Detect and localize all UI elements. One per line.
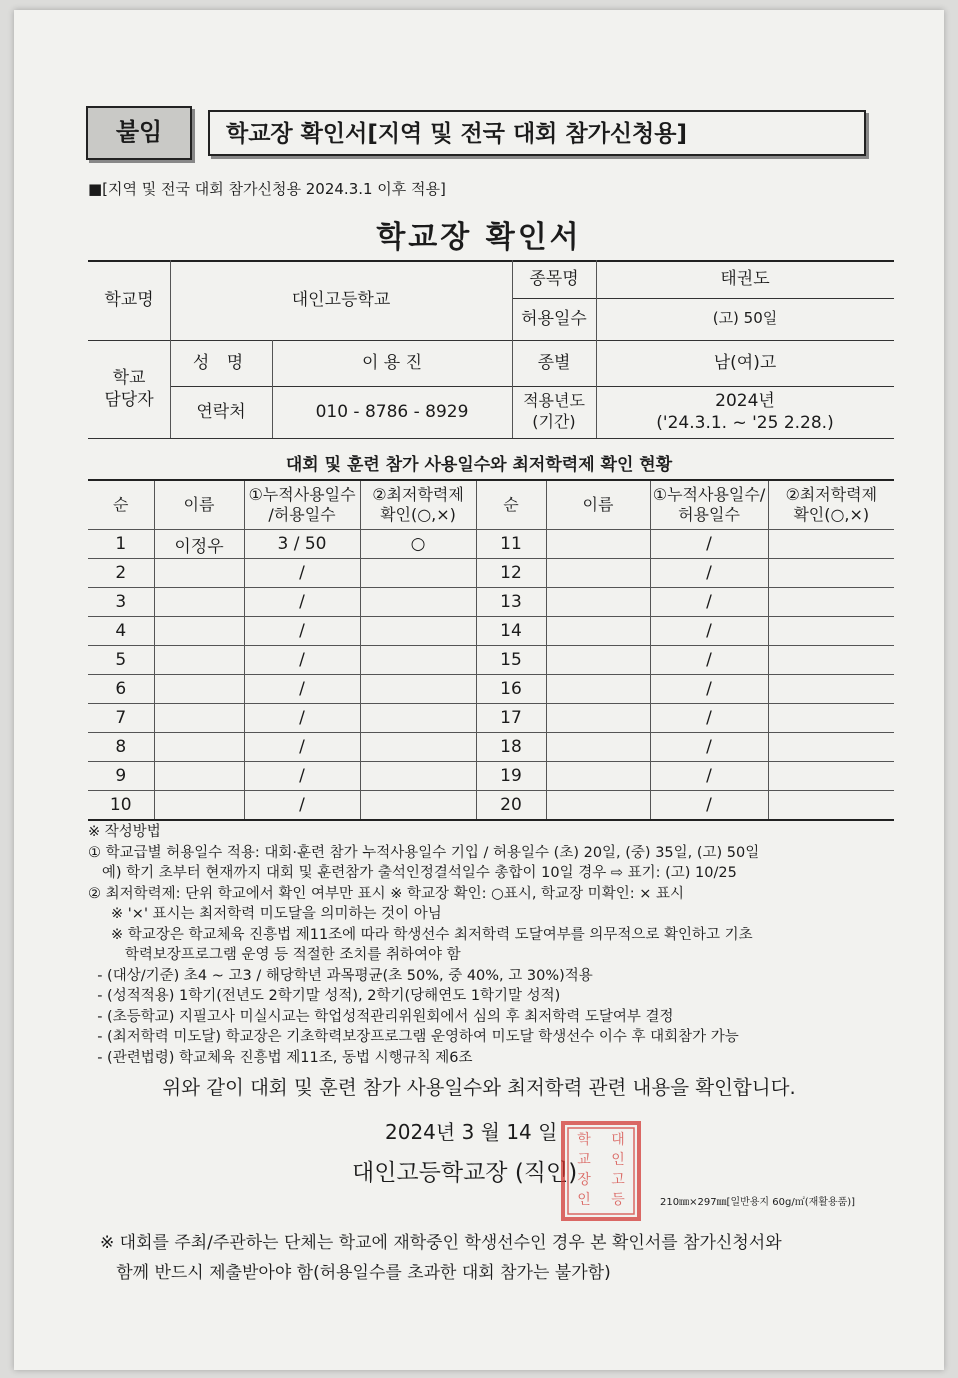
table-row	[88, 588, 894, 617]
table-row	[88, 559, 894, 588]
table-row	[88, 733, 894, 762]
table-cell	[360, 675, 476, 704]
table-cell	[768, 559, 894, 588]
table-cell: /	[244, 588, 360, 617]
table-cell: /	[244, 791, 360, 821]
table-cell: 7	[88, 704, 154, 733]
table-cell: 2	[88, 559, 154, 588]
table-cell: 4	[88, 617, 154, 646]
svg-text:대인고등학교장인: 대 인 고 등학 교 장 인	[577, 1132, 625, 1208]
table-cell: 18	[476, 733, 546, 762]
table-cell	[154, 617, 244, 646]
instruction-line: ② 최저학력제: 단위 학교에서 확인 여부만 표시 ※ 학교장 확인: ○표시, 학교장 미확인: × 표시	[88, 885, 684, 902]
page-title: 학교장 확인서	[376, 220, 582, 255]
table-cell: /	[244, 559, 360, 588]
table-cell: 14	[476, 617, 546, 646]
table-cell	[154, 704, 244, 733]
name-value: 이 용 진	[361, 352, 423, 373]
table-cell: /	[650, 704, 768, 733]
allowed-days-label: 허용일수	[521, 308, 587, 329]
table-header-cell: ①누적사용일수/ 허용일수	[650, 480, 768, 530]
table-cell: /	[650, 588, 768, 617]
principal-signature-line: 대인고등학교장 (직인)	[352, 1160, 578, 1186]
table-cell	[154, 588, 244, 617]
table-cell: 3 / 50	[244, 530, 360, 559]
table-cell	[768, 733, 894, 762]
table-cell	[360, 617, 476, 646]
school-label: 학교명	[104, 289, 154, 310]
official-seal-stamp	[560, 1120, 642, 1222]
name-label: 성 명	[192, 352, 250, 373]
table-cell: 3	[88, 588, 154, 617]
table-header-cell: 순	[476, 480, 546, 530]
table-cell	[154, 559, 244, 588]
writing-instructions	[88, 822, 918, 1068]
table-cell: 16	[476, 675, 546, 704]
table-cell	[546, 530, 650, 559]
table-cell	[546, 791, 650, 821]
table-cell	[546, 646, 650, 675]
table-cell	[360, 733, 476, 762]
table-cell: /	[244, 617, 360, 646]
table-cell: 1	[88, 530, 154, 559]
table-cell	[768, 617, 894, 646]
manager-label: 학교 담당자	[104, 367, 154, 410]
table-header-cell: ②최저학력제 확인(○,×)	[360, 480, 476, 530]
table-cell	[768, 646, 894, 675]
table-cell: 20	[476, 791, 546, 821]
table-cell	[768, 675, 894, 704]
confirmation-statement: 위와 같이 대회 및 훈련 참가 사용일수와 최저학력 관련 내용을 확인합니다.	[162, 1076, 796, 1099]
table-cell: /	[650, 675, 768, 704]
table-cell: 5	[88, 646, 154, 675]
table-cell	[768, 530, 894, 559]
contact-label: 연락처	[196, 401, 246, 422]
table-cell	[546, 675, 650, 704]
instruction-line: - (최저학력 미도달) 학교장은 기초학력보장프로그램 운영하여 미도달 학생선수 이수 후 대회참가 가능	[88, 1029, 739, 1045]
submission-notice	[100, 1228, 782, 1288]
table-cell	[360, 704, 476, 733]
table-cell: /	[244, 733, 360, 762]
table-cell: /	[650, 646, 768, 675]
instruction-line: 학력보장프로그램 운영 등 적절한 조치를 취하여야 함	[88, 947, 461, 963]
instruction-line: - (성적적용) 1학기(전년도 2학기말 성적), 2학기(당해연도 1학기말 성적)	[88, 988, 561, 1004]
header-title: 학교장 확인서[지역 및 전국 대회 참가신청용]	[208, 110, 866, 156]
table-cell: 12	[476, 559, 546, 588]
table-row	[88, 646, 894, 675]
table-cell: ○	[360, 530, 476, 559]
table-cell	[546, 762, 650, 791]
table-cell: 13	[476, 588, 546, 617]
table-cell: 19	[476, 762, 546, 791]
issue-date: 2024년 3 월 14 일	[385, 1120, 558, 1144]
school-value: 대인고등학교	[291, 289, 391, 310]
attachment-badge: 붙임	[86, 106, 192, 160]
table-row	[88, 704, 894, 733]
year-label: 적용년도 (기간)	[523, 391, 585, 431]
table-header-cell: 이름	[546, 480, 650, 530]
table-cell: 11	[476, 530, 546, 559]
gender-label: 종별	[537, 352, 571, 373]
allowed-days-value: (고) 50일	[712, 309, 778, 328]
usage-table	[88, 479, 894, 821]
table-cell	[154, 791, 244, 821]
event-value: 태권도	[720, 268, 770, 289]
table-cell	[154, 675, 244, 704]
table-cell	[768, 704, 894, 733]
table-cell: /	[650, 791, 768, 821]
table-cell: /	[650, 559, 768, 588]
year-value: 2024년 ('24.3.1. ~ '25 2.28.)	[656, 390, 834, 433]
contact-value: 010 - 8786 - 8929	[315, 401, 469, 422]
event-label: 종목명	[529, 268, 579, 289]
table-row	[88, 791, 894, 821]
table-cell: 6	[88, 675, 154, 704]
table-cell	[360, 559, 476, 588]
table-cell: 이정우	[154, 530, 244, 559]
instruction-line: 예) 학기 초부터 현재까지 대회 및 훈련참가 출석인정결석일수 총합이 10일 경우 ⇨ 표기: (고) 10/25	[88, 865, 737, 881]
table-cell	[546, 704, 650, 733]
table-cell: 8	[88, 733, 154, 762]
table-cell: /	[244, 762, 360, 791]
notice-line: 함께 반드시 제출받아야 함(허용일수를 초과한 대회 참가는 불가함)	[100, 1263, 611, 1283]
table-cell: /	[650, 617, 768, 646]
table-row	[88, 530, 894, 559]
table-header-cell: 순	[88, 480, 154, 530]
table-cell	[360, 791, 476, 821]
table-cell	[154, 762, 244, 791]
table-cell: /	[244, 704, 360, 733]
table-cell	[768, 588, 894, 617]
table-cell: 10	[88, 791, 154, 821]
table-header-cell: ①누적사용일수 /허용일수	[244, 480, 360, 530]
table-cell: /	[650, 530, 768, 559]
section-title: 대회 및 훈련 참가 사용일수와 최저학력제 확인 현황	[285, 455, 673, 475]
table-cell: 15	[476, 646, 546, 675]
table-cell: 9	[88, 762, 154, 791]
table-cell	[546, 733, 650, 762]
table-header-cell: ②최저학력제 확인(○,×)	[768, 480, 894, 530]
table-cell: /	[650, 762, 768, 791]
table-row	[88, 762, 894, 791]
table-cell	[154, 646, 244, 675]
table-cell: 17	[476, 704, 546, 733]
instruction-line: ※ 학교장은 학교체육 진흥법 제11조에 따라 학생선수 최저학력 도달여부를 의무적으로 확인하고 기초	[88, 926, 753, 943]
table-cell: /	[244, 675, 360, 704]
gender-value: 남(여)고	[713, 352, 777, 373]
paper-spec: 210㎜×297㎜[일반용지 60g/㎡(재활용품)]	[660, 1197, 856, 1208]
table-row	[88, 675, 894, 704]
table-cell	[360, 762, 476, 791]
instruction-line: ※ 작성방법	[88, 824, 161, 840]
table-cell	[154, 733, 244, 762]
instruction-line: - (대상/기준) 초4 ~ 고3 / 해당학년 과목평균(초 50%, 중 40%, 고 30%)적용	[88, 967, 593, 984]
instruction-line: - (초등학교) 지필고사 미실시교는 학업성적관리위원회에서 심의 후 최저학력 도달여부 결정	[88, 1008, 674, 1025]
table-cell	[360, 646, 476, 675]
table-cell	[546, 588, 650, 617]
table-cell	[768, 791, 894, 821]
applicability-note: ■[지역 및 전국 대회 참가신청용 2024.3.1 이후 적용]	[88, 180, 446, 198]
notice-line: ※ 대회를 주최/주관하는 단체는 학교에 재학중인 학생선수인 경우 본 확인서를 참가신청서와	[100, 1233, 782, 1253]
table-cell	[546, 617, 650, 646]
table-cell: /	[244, 646, 360, 675]
table-cell	[360, 588, 476, 617]
instruction-line: ① 학교급별 허용일수 적용: 대회·훈련 참가 누적사용일수 기입 / 허용일수 (초) 20일, (중) 35일, (고) 50일	[88, 844, 760, 861]
table-cell: /	[650, 733, 768, 762]
instruction-line: - (관련법령) 학교체육 진흥법 제11조, 동법 시행규칙 제6조	[88, 1049, 473, 1066]
table-row	[88, 617, 894, 646]
table-cell	[768, 762, 894, 791]
table-header-cell: 이름	[154, 480, 244, 530]
instruction-line: ※ '×' 표시는 최저학력 미도달을 의미하는 것이 아님	[88, 906, 442, 922]
table-cell	[546, 559, 650, 588]
